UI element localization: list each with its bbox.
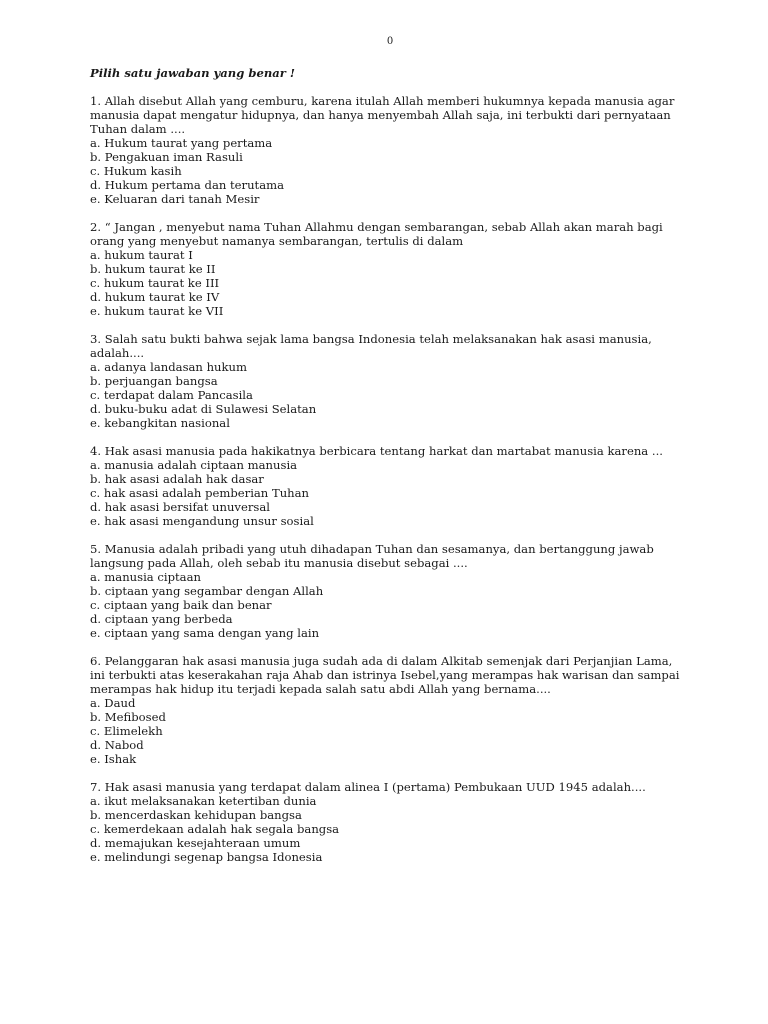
option-b: b. ciptaan yang segambar dengan Allah [90,584,324,598]
answer-options [90,696,705,766]
option-a: a. manusia adalah ciptaan manusia [90,458,298,472]
option-b: b. Pengakuan iman Rasuli [90,150,243,164]
option-b: b. hukum taurat ke II [90,262,216,276]
answer-options [90,248,705,318]
option-a: a. Hukum taurat yang pertama [90,136,273,150]
option-d: d. hak asasi bersifat unuversal [90,500,270,514]
option-a: a. Daud [90,696,136,710]
question-4 [90,444,705,528]
question-text: 4. Hak asasi manusia pada hakikatnya berbicara tentang harkat dan martabat manusia karena ... [90,444,663,458]
instruction-heading: Pilih satu jawaban yang benar ! [90,66,296,80]
question-list [90,94,705,878]
option-e: e. hak asasi mengandung unsur sosial [90,514,314,528]
option-e: e. Keluaran dari tanah Mesir [90,192,260,206]
page-number: 0 [386,36,394,47]
option-d: d. ciptaan yang berbeda [90,612,233,626]
option-c: c. kemerdekaan adalah hak segala bangsa [90,822,340,836]
option-c: c. hak asasi adalah pemberian Tuhan [90,486,310,500]
option-e: e. Ishak [90,752,137,766]
option-a: a. adanya landasan hukum [90,360,247,374]
question-text: 7. Hak asasi manusia yang terdapat dalam alinea I (pertama) Pembukaan UUD 1945 adalah.... [90,780,646,794]
question-6 [90,654,705,766]
option-d: d. Hukum pertama dan terutama [90,178,285,192]
question-1 [90,94,705,206]
option-d: d. buku-buku adat di Sulawesi Selatan [90,402,317,416]
answer-options [90,360,705,430]
option-e: e. hukum taurat ke VII [90,304,224,318]
option-c: c. Elimelekh [90,724,163,738]
option-b: b. perjuangan bangsa [90,374,218,388]
option-c: c. terdapat dalam Pancasila [90,388,253,402]
option-a: a. hukum taurat I [90,248,193,262]
question-text: 1. Allah disebut Allah yang cemburu, karena itulah Allah memberi hukumnya kepada manusia agar manusia dapat mengatur hidupnya, dan hanya menyembah Allah saja, ini terbukti dari pernyataan Tuhan dalam .... [90,94,675,136]
answer-options [90,136,705,206]
answer-options [90,570,705,640]
question-3 [90,332,705,430]
question-text: 5. Manusia adalah pribadi yang utuh dihadapan Tuhan dan sesamanya, dan bertanggung jawab langsung pada Allah, oleh sebab itu manusia disebut sebagai .... [90,542,654,570]
question-text: 3. Salah satu bukti bahwa sejak lama bangsa Indonesia telah melaksanakan hak asasi manusia, adalah.... [90,332,652,360]
question-5 [90,542,705,640]
option-b: b. mencerdaskan kehidupan bangsa [90,808,302,822]
option-e: e. kebangkitan nasional [90,416,230,430]
option-a: a. ikut melaksanakan ketertiban dunia [90,794,317,808]
answer-options [90,458,705,528]
option-c: c. Hukum kasih [90,164,182,178]
option-c: c. hukum taurat ke III [90,276,220,290]
option-e: e. melindungi segenap bangsa Idonesia [90,850,323,864]
question-text: 2. “ Jangan , menyebut nama Tuhan Allahmu dengan sembarangan, sebab Allah akan marah bagi orang yang menyebut namanya sembarangan, tertulis di dalam [90,220,663,248]
option-b: b. hak asasi adalah hak dasar [90,472,264,486]
answer-options [90,794,705,864]
option-a: a. manusia ciptaan [90,570,201,584]
option-b: b. Mefibosed [90,710,166,724]
option-d: d. memajukan kesejahteraan umum [90,836,301,850]
question-2 [90,220,705,318]
option-e: e. ciptaan yang sama dengan yang lain [90,626,320,640]
option-d: d. hukum taurat ke IV [90,290,220,304]
option-d: d. Nabod [90,738,144,752]
question-7 [90,780,705,864]
option-c: c. ciptaan yang baik dan benar [90,598,272,612]
question-text: 6. Pelanggaran hak asasi manusia juga sudah ada di dalam Alkitab semenjak dari Perjanjian Lama, ini terbukti atas keserakahan raja Ahab dan istrinya Isebel,yang merampas hak warisan dan sampai merampas hak hidup itu terjadi kepada salah satu abdi Allah yang bernama.... [90,654,680,696]
